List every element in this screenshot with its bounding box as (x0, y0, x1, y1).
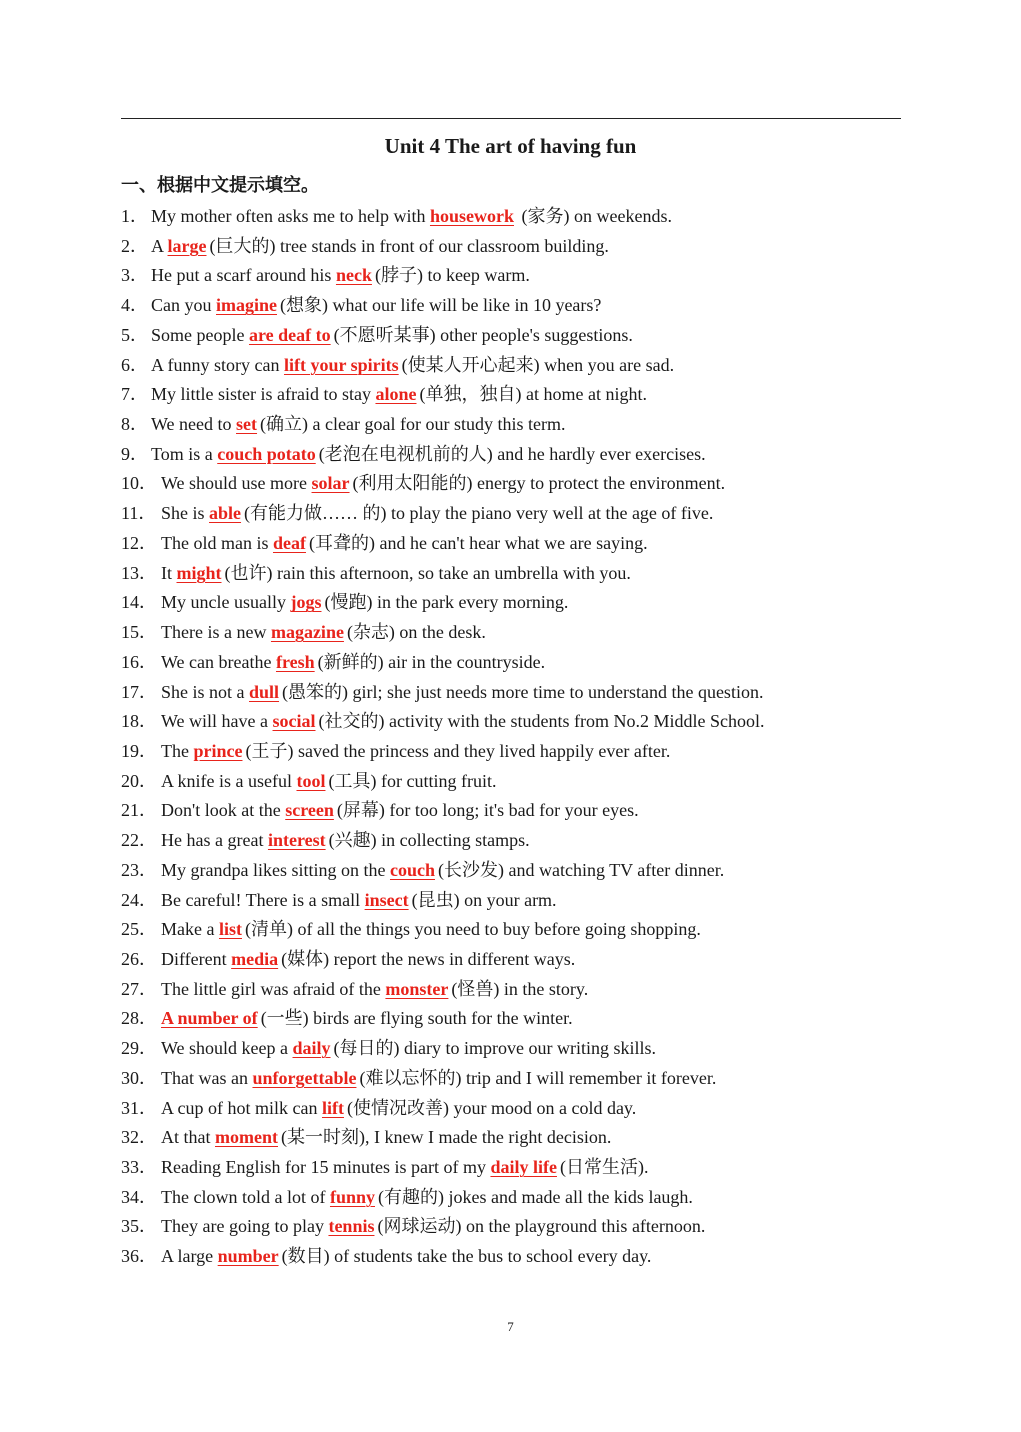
item-text-before: We need to (151, 414, 237, 435)
item-text-after: (老泡在电视机前的人) and he hardly ever exercises. (318, 443, 706, 464)
item-text-after: (媒体) report the news in different ways. (281, 948, 576, 969)
item-text-after: (慢跑) in the park every morning. (324, 592, 569, 613)
item-text-after: (利用太阳能的) energy to protect the environment. (352, 473, 726, 494)
item-number: 21． (121, 800, 157, 821)
item-number: 20． (121, 770, 157, 791)
exercise-item (121, 588, 901, 618)
item-number: 13． (121, 562, 157, 583)
item-text-after: (愚笨的) girl; she just needs more time to understand the question. (282, 681, 764, 702)
answer-word: alone (375, 384, 417, 405)
answer-word: daily (292, 1038, 331, 1059)
page-number: 7 (507, 1319, 514, 1334)
item-text-after: (每日的) diary to improve our writing skills. (333, 1038, 656, 1059)
item-number: 4． (121, 295, 148, 316)
item-text-before: A knife is a useful (161, 770, 297, 791)
exercise-item (121, 1153, 901, 1183)
answer-word: insect (364, 889, 409, 910)
item-text-after: (某一时刻), I knew I made the right decision. (280, 1127, 612, 1148)
exercise-item (121, 321, 901, 351)
item-text-after: (兴趣) in collecting stamps. (328, 830, 530, 851)
item-text-before: Reading English for 15 minutes is part of my (161, 1157, 491, 1177)
answer-word: unforgettable (252, 1067, 357, 1088)
answer-word: list (218, 919, 242, 940)
answer-word: media (231, 948, 279, 969)
answer-word: social (272, 711, 316, 732)
item-text-before: Different (161, 948, 232, 969)
exercise-item (121, 529, 901, 559)
answer-word: housework (429, 206, 514, 226)
item-number: 24． (121, 889, 157, 910)
item-text-after: (难以忘怀的) trip and I will remember it forever. (359, 1067, 717, 1088)
item-text-before: There is a new (161, 622, 271, 643)
item-text-after: (屏幕) for too long; it's bad for your eyes. (336, 800, 639, 821)
item-number: 14． (121, 592, 157, 613)
answer-word: are deaf to (248, 324, 331, 345)
exercise-item (121, 380, 901, 410)
item-text-before: We should keep a (161, 1038, 293, 1059)
answer-word: neck (335, 265, 372, 286)
exercise-item (121, 915, 901, 945)
item-number: 17． (121, 681, 157, 702)
item-text-after: (清单) of all the things you need to buy before going shopping. (245, 919, 701, 940)
answer-word: lift (321, 1097, 344, 1118)
item-text-before: She is (161, 503, 210, 524)
answer-word: A number of (161, 1008, 258, 1029)
item-number: 31． (121, 1097, 157, 1118)
item-number: 11． (121, 503, 157, 524)
item-text-before: The little girl was afraid of the (161, 978, 386, 999)
item-text-after: (网球运动) on the playground this afternoon. (377, 1216, 706, 1237)
section-heading: 一、根据中文提示填空。 (121, 175, 319, 196)
exercise-item (121, 1094, 901, 1124)
item-text-before: Don't look at the (161, 800, 286, 821)
item-number: 29． (121, 1038, 157, 1059)
item-text-after: (长沙发) and watching TV after dinner. (437, 859, 725, 880)
item-number: 35． (121, 1216, 157, 1237)
answer-word: moment (215, 1127, 278, 1148)
exercise-item (121, 1064, 901, 1094)
item-text-after: (怪兽) in the story. (451, 978, 589, 999)
exercise-item (121, 410, 901, 440)
answer-word: might (176, 562, 222, 583)
item-text-before: He put a scarf around his (151, 265, 336, 286)
item-text-after: (杂志) on the desk. (346, 622, 486, 643)
item-text-after: (也许) rain this afternoon, so take an umbrella with you. (224, 562, 631, 583)
exercise-item (121, 618, 901, 648)
item-number: 7． (121, 384, 148, 405)
header-rule (121, 118, 901, 119)
item-text-before: Tom is a (151, 443, 218, 464)
answer-word: solar (311, 473, 350, 494)
item-text-after: (一些) birds are flying south for the winter. (260, 1008, 573, 1029)
item-text-before: A funny story can (151, 354, 284, 375)
answer-word: lift your spirits (283, 354, 399, 375)
exercise-item (121, 886, 901, 916)
exercise-item (121, 737, 901, 767)
item-number: 19． (121, 740, 157, 761)
item-text-before: It (161, 562, 177, 583)
exercise-item (121, 1123, 901, 1153)
item-text-after: (脖子) to keep warm. (374, 265, 530, 286)
answer-word: number (217, 1246, 279, 1267)
item-text-before: Some people (151, 324, 249, 345)
answer-word: daily life (490, 1157, 557, 1177)
item-number: 9． (121, 443, 148, 464)
item-number: 12． (121, 532, 157, 553)
answer-word: fresh (275, 651, 315, 672)
answer-word: magazine (270, 622, 344, 643)
exercise-item (121, 856, 901, 886)
answer-word: dull (249, 681, 280, 702)
item-number: 3． (121, 265, 148, 286)
item-text-before: We will have a (161, 711, 273, 732)
exercise-item (121, 767, 901, 797)
item-number: 6． (121, 354, 148, 375)
item-number: 28． (121, 1008, 157, 1029)
item-text-before: We should use more (161, 473, 312, 494)
item-number: 34． (121, 1186, 157, 1207)
item-number: 16． (121, 651, 157, 672)
item-number: 23． (121, 859, 157, 880)
item-number: 26． (121, 948, 157, 969)
item-number: 25． (121, 919, 157, 940)
item-text-after: (有能力做…… 的) to play the piano very well at the age of five. (244, 503, 714, 524)
exercise-item (121, 261, 901, 291)
item-number: 8． (121, 414, 148, 435)
answer-word: couch (389, 859, 435, 880)
exercise-item (121, 648, 901, 678)
item-text-after: (日常生活). (559, 1157, 649, 1177)
answer-word: tennis (328, 1216, 375, 1237)
answer-word: able (209, 503, 242, 524)
item-text-before: That was an (161, 1067, 253, 1088)
exercise-item (121, 291, 901, 321)
answer-word: funny (329, 1186, 375, 1207)
item-text-before: They are going to play (161, 1216, 329, 1237)
item-text-before: Can you (151, 295, 216, 316)
item-text-before: She is not a (161, 681, 249, 702)
item-text-before: My little sister is afraid to stay (151, 384, 376, 405)
item-text-before: We can breathe (161, 651, 276, 672)
item-text-after: (单独，独自) at home at night. (419, 384, 647, 405)
exercise-item (121, 1183, 901, 1213)
item-text-after: (使某人开心起来) when you are sad. (401, 354, 675, 375)
exercise-item (121, 945, 901, 975)
item-text-before: The old man is (161, 532, 273, 553)
exercise-item (121, 351, 901, 381)
item-text-before: Make a (161, 919, 219, 940)
item-text-after: (昆虫) on your arm. (411, 889, 557, 910)
exercise-item (121, 202, 901, 232)
exercise-item (121, 707, 901, 737)
answer-word: imagine (216, 295, 277, 316)
item-text-before: A large (161, 1246, 218, 1267)
item-text-after: (使情况改善) your mood on a cold day. (346, 1097, 637, 1118)
item-number: 33． (121, 1157, 157, 1177)
exercise-item (121, 499, 901, 529)
item-text-after: (巨大的) tree stands in front of our classroom building. (209, 235, 609, 256)
answer-word: prince (193, 740, 243, 761)
answer-word: jogs (290, 592, 322, 613)
answer-word: interest (267, 830, 326, 851)
item-number: 32． (121, 1127, 157, 1148)
item-text-before: At that (161, 1127, 215, 1148)
item-number: 27． (121, 978, 157, 999)
item-text-after: (有趣的) jokes and made all the kids laugh. (378, 1186, 693, 1207)
item-text-after: (王子) saved the princess and they lived happily ever after. (245, 740, 671, 761)
item-number: 5． (121, 324, 148, 345)
exercise-item (121, 975, 901, 1005)
answer-word: large (167, 235, 207, 256)
exercise-item (121, 796, 901, 826)
exercise-item (121, 826, 901, 856)
item-number: 22． (121, 830, 157, 851)
item-number: 18． (121, 711, 157, 732)
exercise-item (121, 232, 901, 262)
item-text-after: (想象) what our life will be like in 10 years? (280, 295, 602, 316)
answer-word: screen (285, 800, 334, 821)
item-text-after: (不愿听某事) other people's suggestions. (333, 324, 633, 345)
item-text-after: (新鲜的) air in the countryside. (317, 651, 546, 672)
exercise-item (121, 1242, 901, 1272)
item-number: 2． (121, 235, 148, 256)
item-text-before: A cup of hot milk can (161, 1097, 322, 1118)
answer-word: set (236, 414, 258, 435)
item-text-before: He has a great (161, 830, 268, 851)
answer-word: couch potato (217, 443, 316, 464)
item-text-after: (耳聋的) and he can't hear what we are saying. (308, 532, 648, 553)
exercise-item (121, 1034, 901, 1064)
answer-word: monster (385, 978, 449, 999)
item-text-after: (确立) a clear goal for our study this term. (260, 414, 566, 435)
item-text-before: A (151, 235, 168, 256)
item-number: 30． (121, 1067, 157, 1088)
exercise-item (121, 559, 901, 589)
exercise-list (121, 202, 901, 1272)
exercise-item (121, 1212, 901, 1242)
item-text-before: My uncle usually (161, 592, 291, 613)
exercise-item (121, 1004, 901, 1034)
exercise-item (121, 678, 901, 708)
item-text-after: (社交的) activity with the students from No.2 Middle School. (318, 711, 765, 732)
page-title: Unit 4 The art of having fun (384, 134, 637, 158)
item-text-before: My mother often asks me to help with (151, 206, 430, 226)
answer-word: tool (296, 770, 326, 791)
item-number: 36． (121, 1246, 157, 1267)
item-text-before: The (161, 740, 194, 761)
item-number: 1． (121, 206, 148, 226)
item-text-after: (家务) on weekends. (516, 206, 672, 226)
item-text-before: My grandpa likes sitting on the (161, 859, 390, 880)
exercise-item (121, 440, 901, 470)
item-text-after: (工具) for cutting fruit. (328, 770, 497, 791)
item-number: 15． (121, 622, 157, 643)
item-text-after: (数目) of students take the bus to school every day. (281, 1246, 652, 1267)
item-text-before: The clown told a lot of (161, 1186, 330, 1207)
exercise-item (121, 469, 901, 499)
item-text-before: Be careful! There is a small (161, 889, 365, 910)
item-number: 10． (121, 473, 157, 494)
answer-word: deaf (272, 532, 306, 553)
